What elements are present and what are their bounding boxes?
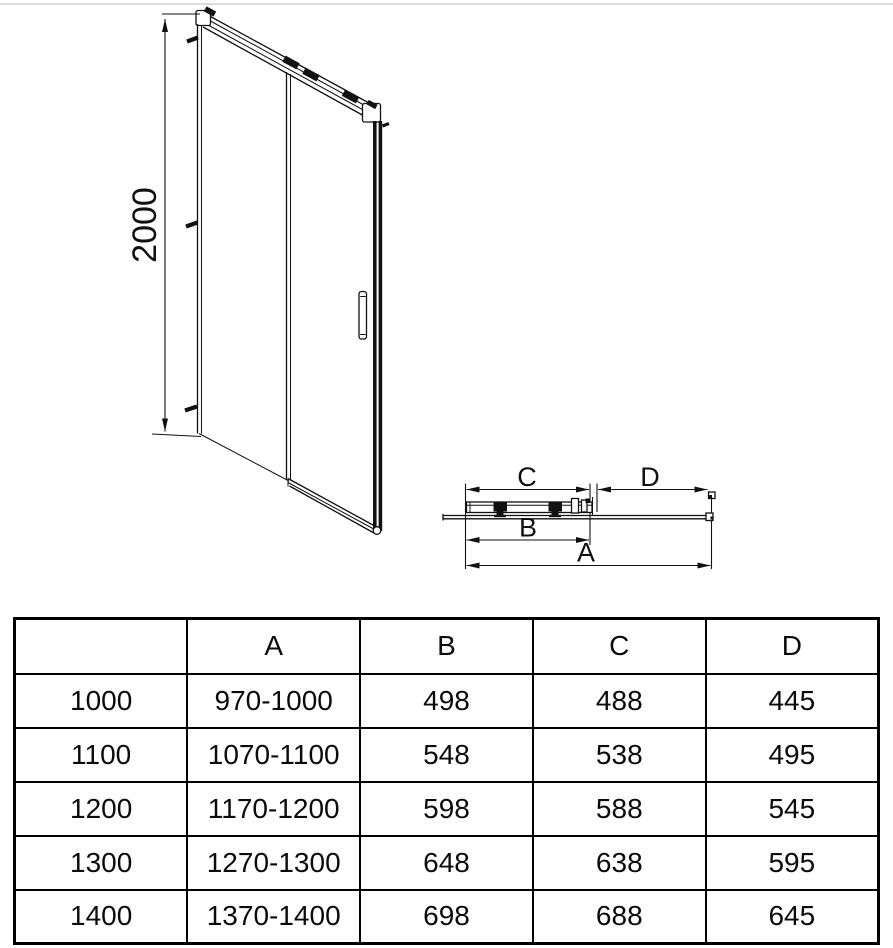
cell-b: 648 — [360, 836, 533, 890]
dim-label-b: B — [518, 512, 538, 543]
cell-d: 545 — [706, 782, 879, 836]
plan-roller — [494, 503, 508, 512]
header-b: B — [360, 619, 533, 674]
door-right-profile — [373, 121, 382, 531]
height-dim-label: 2000 — [126, 187, 164, 263]
plan-wall-bracket — [709, 492, 716, 499]
rail-end-cap — [373, 527, 381, 535]
header-d: D — [706, 619, 879, 674]
roller-block — [302, 68, 319, 82]
plan-view-drawing — [443, 462, 715, 569]
table-row — [15, 890, 879, 944]
table-row — [15, 728, 879, 782]
table-row — [15, 836, 879, 890]
dim-label-c: C — [517, 462, 537, 492]
cell-d: 595 — [706, 836, 879, 890]
cell-c: 638 — [533, 836, 706, 890]
cell-c: 488 — [533, 674, 706, 728]
panel-divider-edge — [287, 72, 291, 481]
cell-a: 1070-1100 — [187, 728, 360, 782]
dim-label-d: D — [640, 462, 660, 492]
fixed-panel-edge — [198, 24, 290, 481]
header-size — [15, 619, 188, 674]
cell-b: 498 — [360, 674, 533, 728]
cell-size: 1300 — [15, 836, 188, 890]
dim-label-a: A — [576, 537, 596, 568]
header-c: C — [533, 619, 706, 674]
cell-b: 598 — [360, 782, 533, 836]
plan-end-profile — [572, 499, 579, 514]
cell-b: 548 — [360, 728, 533, 782]
cell-size: 1400 — [15, 890, 188, 944]
top-rail — [203, 13, 380, 122]
size-table — [13, 617, 880, 945]
table-row — [15, 674, 879, 728]
cell-b: 698 — [360, 890, 533, 944]
bottom-rail — [288, 479, 381, 535]
cell-size: 1100 — [15, 728, 188, 782]
cell-c: 538 — [533, 728, 706, 782]
cell-c: 588 — [533, 782, 706, 836]
cell-a: 1270-1300 — [187, 836, 360, 890]
cell-d: 645 — [706, 890, 879, 944]
roller-block — [342, 90, 359, 104]
table-header-row — [15, 619, 879, 674]
door-handle — [359, 292, 367, 340]
plan-fixed-panel — [443, 513, 713, 521]
cell-c: 688 — [533, 890, 706, 944]
header-a: A — [187, 619, 360, 674]
cell-a: 970-1000 — [187, 674, 360, 728]
plan-roller — [549, 503, 563, 512]
cell-size: 1200 — [15, 782, 188, 836]
cell-d: 445 — [706, 674, 879, 728]
cell-size: 1000 — [15, 674, 188, 728]
cell-a: 1170-1200 — [187, 782, 360, 836]
cell-d: 495 — [706, 728, 879, 782]
table-row — [15, 782, 879, 836]
front-view-drawing — [126, 6, 389, 534]
cell-a: 1370-1400 — [187, 890, 360, 944]
